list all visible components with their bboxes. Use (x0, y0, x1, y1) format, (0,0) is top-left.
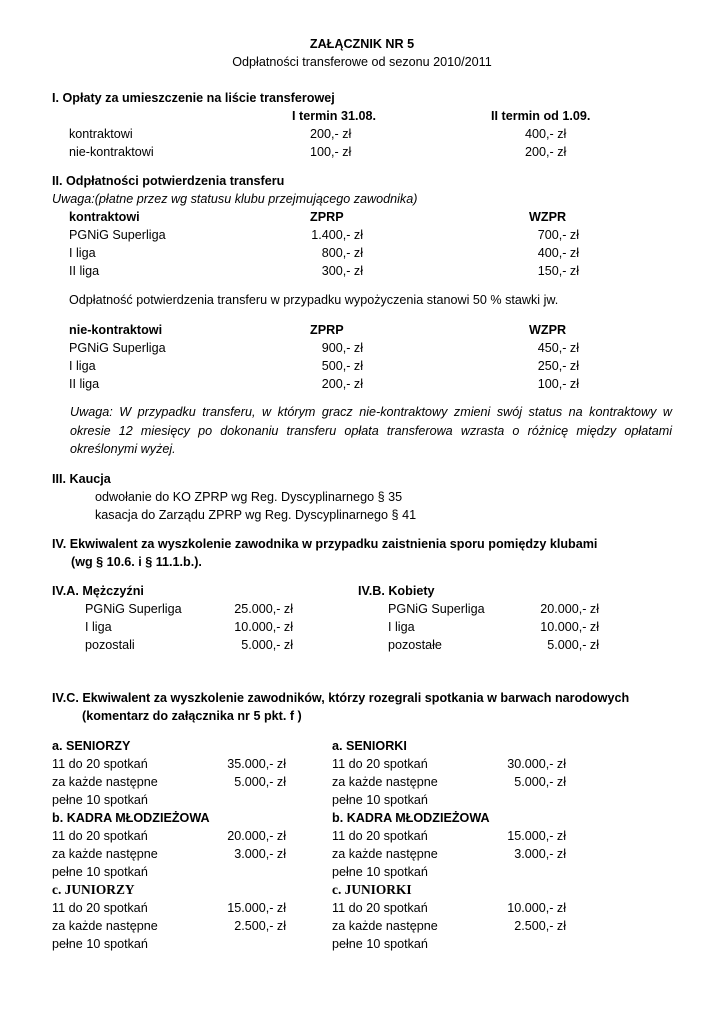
section4c-heading: IV.C. Ekwiwalent za wyszkolenie zawodników, którzy rozegrali spotkania w barwach narodowych (52, 691, 630, 705)
junior-women-value: 10.000,- zł (507, 901, 566, 915)
juniors-next-value: 2.500,- zł (234, 919, 286, 933)
table1-row-value: 400,- zł (537, 246, 579, 260)
section1-row-value: 200,- zł (525, 145, 567, 159)
youth-team-title: b. KADRA MŁODZIEŻOWA (52, 811, 210, 825)
table2-row-value: 900,- zł (321, 341, 363, 355)
table1-row-value: 1.400,- zł (311, 228, 363, 242)
seniors-title: a. SENIORZY (52, 739, 131, 753)
section2-note: Uwaga:(płatne przez wg statusu klubu przejmującego zawodnika) (52, 192, 418, 206)
each-next-label: za każde następne (332, 847, 438, 861)
games-range-label: 11 do 20 spotkań (52, 901, 148, 915)
women-row-label: PGNiG Superliga (388, 602, 485, 616)
table2-row-label: I liga (69, 359, 96, 373)
women-row-value: 10.000,- zł (540, 620, 599, 634)
table1-row-value: 800,- zł (321, 246, 363, 260)
table1-row-value: 300,- zł (321, 264, 363, 278)
table2-row-value: 250,- zł (537, 359, 579, 373)
table2-row-label: II liga (69, 377, 100, 391)
table1-row-value: 150,- zł (537, 264, 579, 278)
table1-header: kontraktowi (69, 210, 140, 224)
page-title: ZAŁĄCZNIK NR 5 (309, 37, 415, 51)
seniors-value: 35.000,- zł (227, 757, 286, 771)
games-range-label: 11 do 20 spotkań (332, 757, 428, 771)
senior-women-title: a. SENIORKI (332, 739, 407, 753)
juniors-title: c. JUNIORZY (52, 882, 135, 897)
section2-remark: Uwaga: W przypadku transferu, w którym gracz nie-kontraktowy zmieni swój status na kontraktowy w okresie 12 miesięcy po dokonaniu transferu opłata transferowa wzrasta o różnicę między opłatami określonymi wyżej. (70, 405, 672, 456)
section1-col2-header: II termin od 1.09. (491, 109, 591, 123)
section1-heading: I. Opłaty za umieszczenie na liście transferowej (52, 91, 335, 105)
games-range-label: 11 do 20 spotkań (332, 901, 428, 915)
youth-women-value: 15.000,- zł (507, 829, 566, 843)
youth-team-women-title: b. KADRA MŁODZIEŻOWA (332, 811, 490, 825)
table1-row-label: I liga (69, 246, 96, 260)
section4-heading-cont: (wg § 10.6. i § 11.1.b.). (71, 555, 202, 569)
each-next-label: za każde następne (52, 847, 158, 861)
table1-col1-header: ZPRP (310, 210, 344, 224)
men-row-label: I liga (85, 620, 112, 634)
full-games-label: pełne 10 spotkań (52, 793, 148, 807)
each-next-label: za każde następne (52, 775, 158, 789)
full-games-label: pełne 10 spotkań (332, 865, 428, 879)
men-heading: IV.A. Mężczyźni (52, 584, 144, 598)
each-next-label: za każde następne (332, 919, 438, 933)
section1-row-value: 200,- zł (310, 127, 352, 141)
table1-col2-header: WZPR (529, 210, 567, 224)
women-row-value: 5.000,- zł (547, 638, 599, 652)
games-range-label: 11 do 20 spotkań (332, 829, 428, 843)
men-row-value: 5.000,- zł (241, 638, 293, 652)
table2-row-value: 100,- zł (537, 377, 579, 391)
women-heading: IV.B. Kobiety (358, 584, 435, 598)
section1-row-label: nie-kontraktowi (69, 145, 154, 159)
section1-col1-header: I termin 31.08. (292, 109, 376, 123)
table2-row-label: PGNiG Superliga (69, 341, 166, 355)
section2-heading: II. Odpłatności potwierdzenia transferu (52, 174, 285, 188)
section3-heading: III. Kaucja (52, 472, 111, 486)
women-row-value: 20.000,- zł (540, 602, 599, 616)
full-games-label: pełne 10 spotkań (332, 793, 428, 807)
loan-note: Odpłatność potwierdzenia transferu w przypadku wypożyczenia stanowi 50 % stawki jw. (69, 293, 559, 307)
men-row-label: pozostali (85, 638, 135, 652)
table1-row-label: II liga (69, 264, 100, 278)
youth-next-value: 3.000,- zł (234, 847, 286, 861)
women-row-label: pozostałe (388, 638, 442, 652)
men-row-value: 10.000,- zł (234, 620, 293, 634)
youth-women-next-value: 3.000,- zł (514, 847, 566, 861)
men-row-value: 25.000,- zł (234, 602, 293, 616)
section1-row-value: 400,- zł (525, 127, 567, 141)
senior-women-next-value: 5.000,- zł (514, 775, 566, 789)
full-games-label: pełne 10 spotkań (332, 937, 428, 951)
games-range-label: 11 do 20 spotkań (52, 829, 148, 843)
table2-row-value: 200,- zł (321, 377, 363, 391)
section4c-heading-cont: (komentarz do załącznika nr 5 pkt. f ) (82, 709, 302, 723)
juniors-value: 15.000,- zł (227, 901, 286, 915)
table2-row-value: 450,- zł (537, 341, 579, 355)
table1-row-label: PGNiG Superliga (69, 228, 166, 242)
table2-col1-header: ZPRP (310, 323, 344, 337)
section4-heading: IV. Ekwiwalent za wyszkolenie zawodnika w przypadku zaistnienia sporu pomiędzy klubami (52, 537, 598, 551)
junior-women-next-value: 2.500,- zł (514, 919, 566, 933)
section1-row-value: 100,- zł (310, 145, 352, 159)
seniors-next-value: 5.000,- zł (234, 775, 286, 789)
section1-row-label: kontraktowi (69, 127, 133, 141)
table2-col2-header: WZPR (529, 323, 567, 337)
table2-header: nie-kontraktowi (69, 323, 163, 337)
games-range-label: 11 do 20 spotkań (52, 757, 148, 771)
men-row-label: PGNiG Superliga (85, 602, 182, 616)
each-next-label: za każde następne (332, 775, 438, 789)
junior-women-title: c. JUNIORKI (332, 882, 412, 897)
full-games-label: pełne 10 spotkań (52, 937, 148, 951)
deposit-item: odwołanie do KO ZPRP wg Reg. Dyscyplinarnego § 35 (95, 490, 403, 504)
youth-value: 20.000,- zł (227, 829, 286, 843)
table2-row-value: 500,- zł (321, 359, 363, 373)
table1-row-value: 700,- zł (537, 228, 579, 242)
deposit-item: kasacja do Zarządu ZPRP wg Reg. Dyscyplinarnego § 41 (95, 508, 417, 522)
women-row-label: I liga (388, 620, 415, 634)
page-subtitle: Odpłatności transferowe od sezonu 2010/2011 (232, 55, 492, 69)
full-games-label: pełne 10 spotkań (52, 865, 148, 879)
senior-women-value: 30.000,- zł (507, 757, 566, 771)
each-next-label: za każde następne (52, 919, 158, 933)
